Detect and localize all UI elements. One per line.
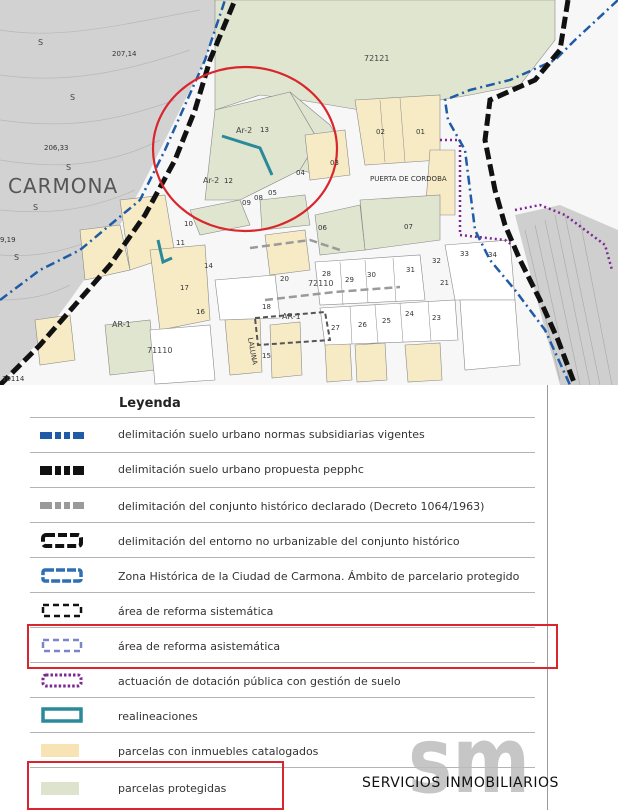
- street-label: PUERTA DE CORDOBA: [370, 175, 447, 183]
- legend-row-historic-declared: [30, 487, 535, 522]
- parcel-number: 32: [432, 257, 441, 265]
- legend-label: parcelas con inmuebles catalogados: [118, 745, 319, 758]
- slope-mark: S: [70, 93, 76, 102]
- elevation-label: 9,19: [0, 236, 16, 244]
- legend-row-systematic-reform: [30, 592, 535, 627]
- parcel-number: 17: [180, 284, 189, 292]
- parcel-number: 03: [330, 159, 339, 167]
- parcel-number: 29: [345, 276, 354, 284]
- parcel-number: 15: [262, 352, 271, 360]
- parcel-number: 20: [280, 275, 289, 283]
- street-label: LALUNA: [246, 336, 259, 366]
- parcel-number: 06: [318, 224, 327, 232]
- parcel-number: 13: [260, 126, 269, 134]
- area-code-label: Ar-2: [236, 126, 253, 135]
- parcel-number: 16: [196, 308, 205, 316]
- parcel-number: 14: [204, 262, 213, 270]
- area-code-label: AR-1: [282, 312, 301, 321]
- teal-outline-box-icon: [40, 707, 84, 723]
- legend-row-urban-limit-proposed: [30, 452, 535, 487]
- block-code-label: 71110: [147, 346, 173, 355]
- slope-mark: S: [38, 38, 44, 47]
- black-thin-dashed-box-icon: [40, 602, 84, 618]
- town-label: CARMONA: [8, 174, 119, 198]
- legend-label: delimitación del entorno no urbanizable del conjunto histórico: [118, 535, 460, 548]
- block-code-label: 72121: [364, 54, 390, 63]
- parcel-number: 30: [367, 271, 376, 279]
- parcel-number: 10: [184, 220, 193, 228]
- blue-dash-bar-icon: [40, 427, 84, 443]
- company-name: SERVICIOS INMOBILIARIOS: [362, 775, 559, 791]
- legend-label: área de reforma sistemática: [118, 605, 274, 618]
- cream-fill-box-icon: [40, 742, 84, 758]
- legend-title: Leyenda: [119, 396, 181, 411]
- slope-mark: S: [66, 163, 72, 172]
- legend-label: área de reforma asistemática: [118, 640, 281, 653]
- legend-label: actuación de dotación pública con gestión de suelo: [118, 675, 401, 688]
- parcel-number: 27: [331, 324, 340, 332]
- legend-label: realineaciones: [118, 710, 198, 723]
- grey-dash-bar-icon: [40, 497, 84, 513]
- parcel-number: 33: [460, 250, 469, 258]
- cadastral-map: [0, 0, 618, 385]
- block-code-label: 72110: [308, 279, 334, 288]
- parcel-number: 24: [405, 310, 414, 318]
- area-code-label: Ar-2: [203, 176, 220, 185]
- legend-label: Zona Histórica de la Ciudad de Carmona. Ámbito de parcelario protegido: [118, 570, 520, 583]
- black-dashed-box-icon: [40, 532, 84, 548]
- parcel-number: 04: [296, 169, 305, 177]
- parcel-number: 31: [406, 266, 415, 274]
- parcel-number: 21: [440, 279, 449, 287]
- parcel-number: 28: [322, 270, 331, 278]
- slope-mark: S: [14, 253, 20, 262]
- legend-label: delimitación suelo urbano normas subsidiarias vigentes: [118, 428, 425, 441]
- parcel-number: 07: [404, 223, 413, 231]
- legend-label: parcelas protegidas: [118, 782, 227, 795]
- parcel-number: 26: [358, 321, 367, 329]
- parcel-number: 11: [176, 239, 185, 247]
- parcel-number: 18: [262, 303, 271, 311]
- elevation-label: 207,14: [112, 50, 137, 58]
- area-code-label: AR-1: [112, 320, 131, 329]
- parcel-number: 34: [488, 251, 497, 259]
- parcel-number: 25: [382, 317, 391, 325]
- legend-label: delimitación suelo urbano propuesta pepphc: [118, 463, 364, 476]
- black-dash-bar-icon: [40, 462, 84, 478]
- parcel-number: 23: [432, 314, 441, 322]
- legend-row-non-urban-surroundings: [30, 522, 535, 557]
- parcel-number: 08: [254, 194, 263, 202]
- highlight-box-protected-parcels: [27, 761, 284, 810]
- slope-mark: S: [33, 203, 39, 212]
- parcel-number: 01: [416, 128, 425, 136]
- elevation-label: 206,33: [44, 144, 69, 152]
- blue-dashed-box-icon: [40, 567, 84, 583]
- legend-row-protected-historic-zone: [30, 557, 535, 592]
- logo-text: sm: [408, 722, 530, 802]
- legend-label: delimitación del conjunto histórico declarado (Decreto 1064/1963): [118, 500, 485, 513]
- parcel-number: 05: [268, 189, 277, 197]
- parcel-number: 09: [242, 199, 251, 207]
- highlight-box-asystematic-reform: [27, 624, 558, 669]
- parcel-number: 12: [224, 177, 233, 185]
- purple-dotted-box-icon: [40, 672, 84, 688]
- parcel-number: 02: [376, 128, 385, 136]
- corner-code-label: 10114: [2, 375, 25, 383]
- legend-row-urban-limit-current: [30, 417, 535, 452]
